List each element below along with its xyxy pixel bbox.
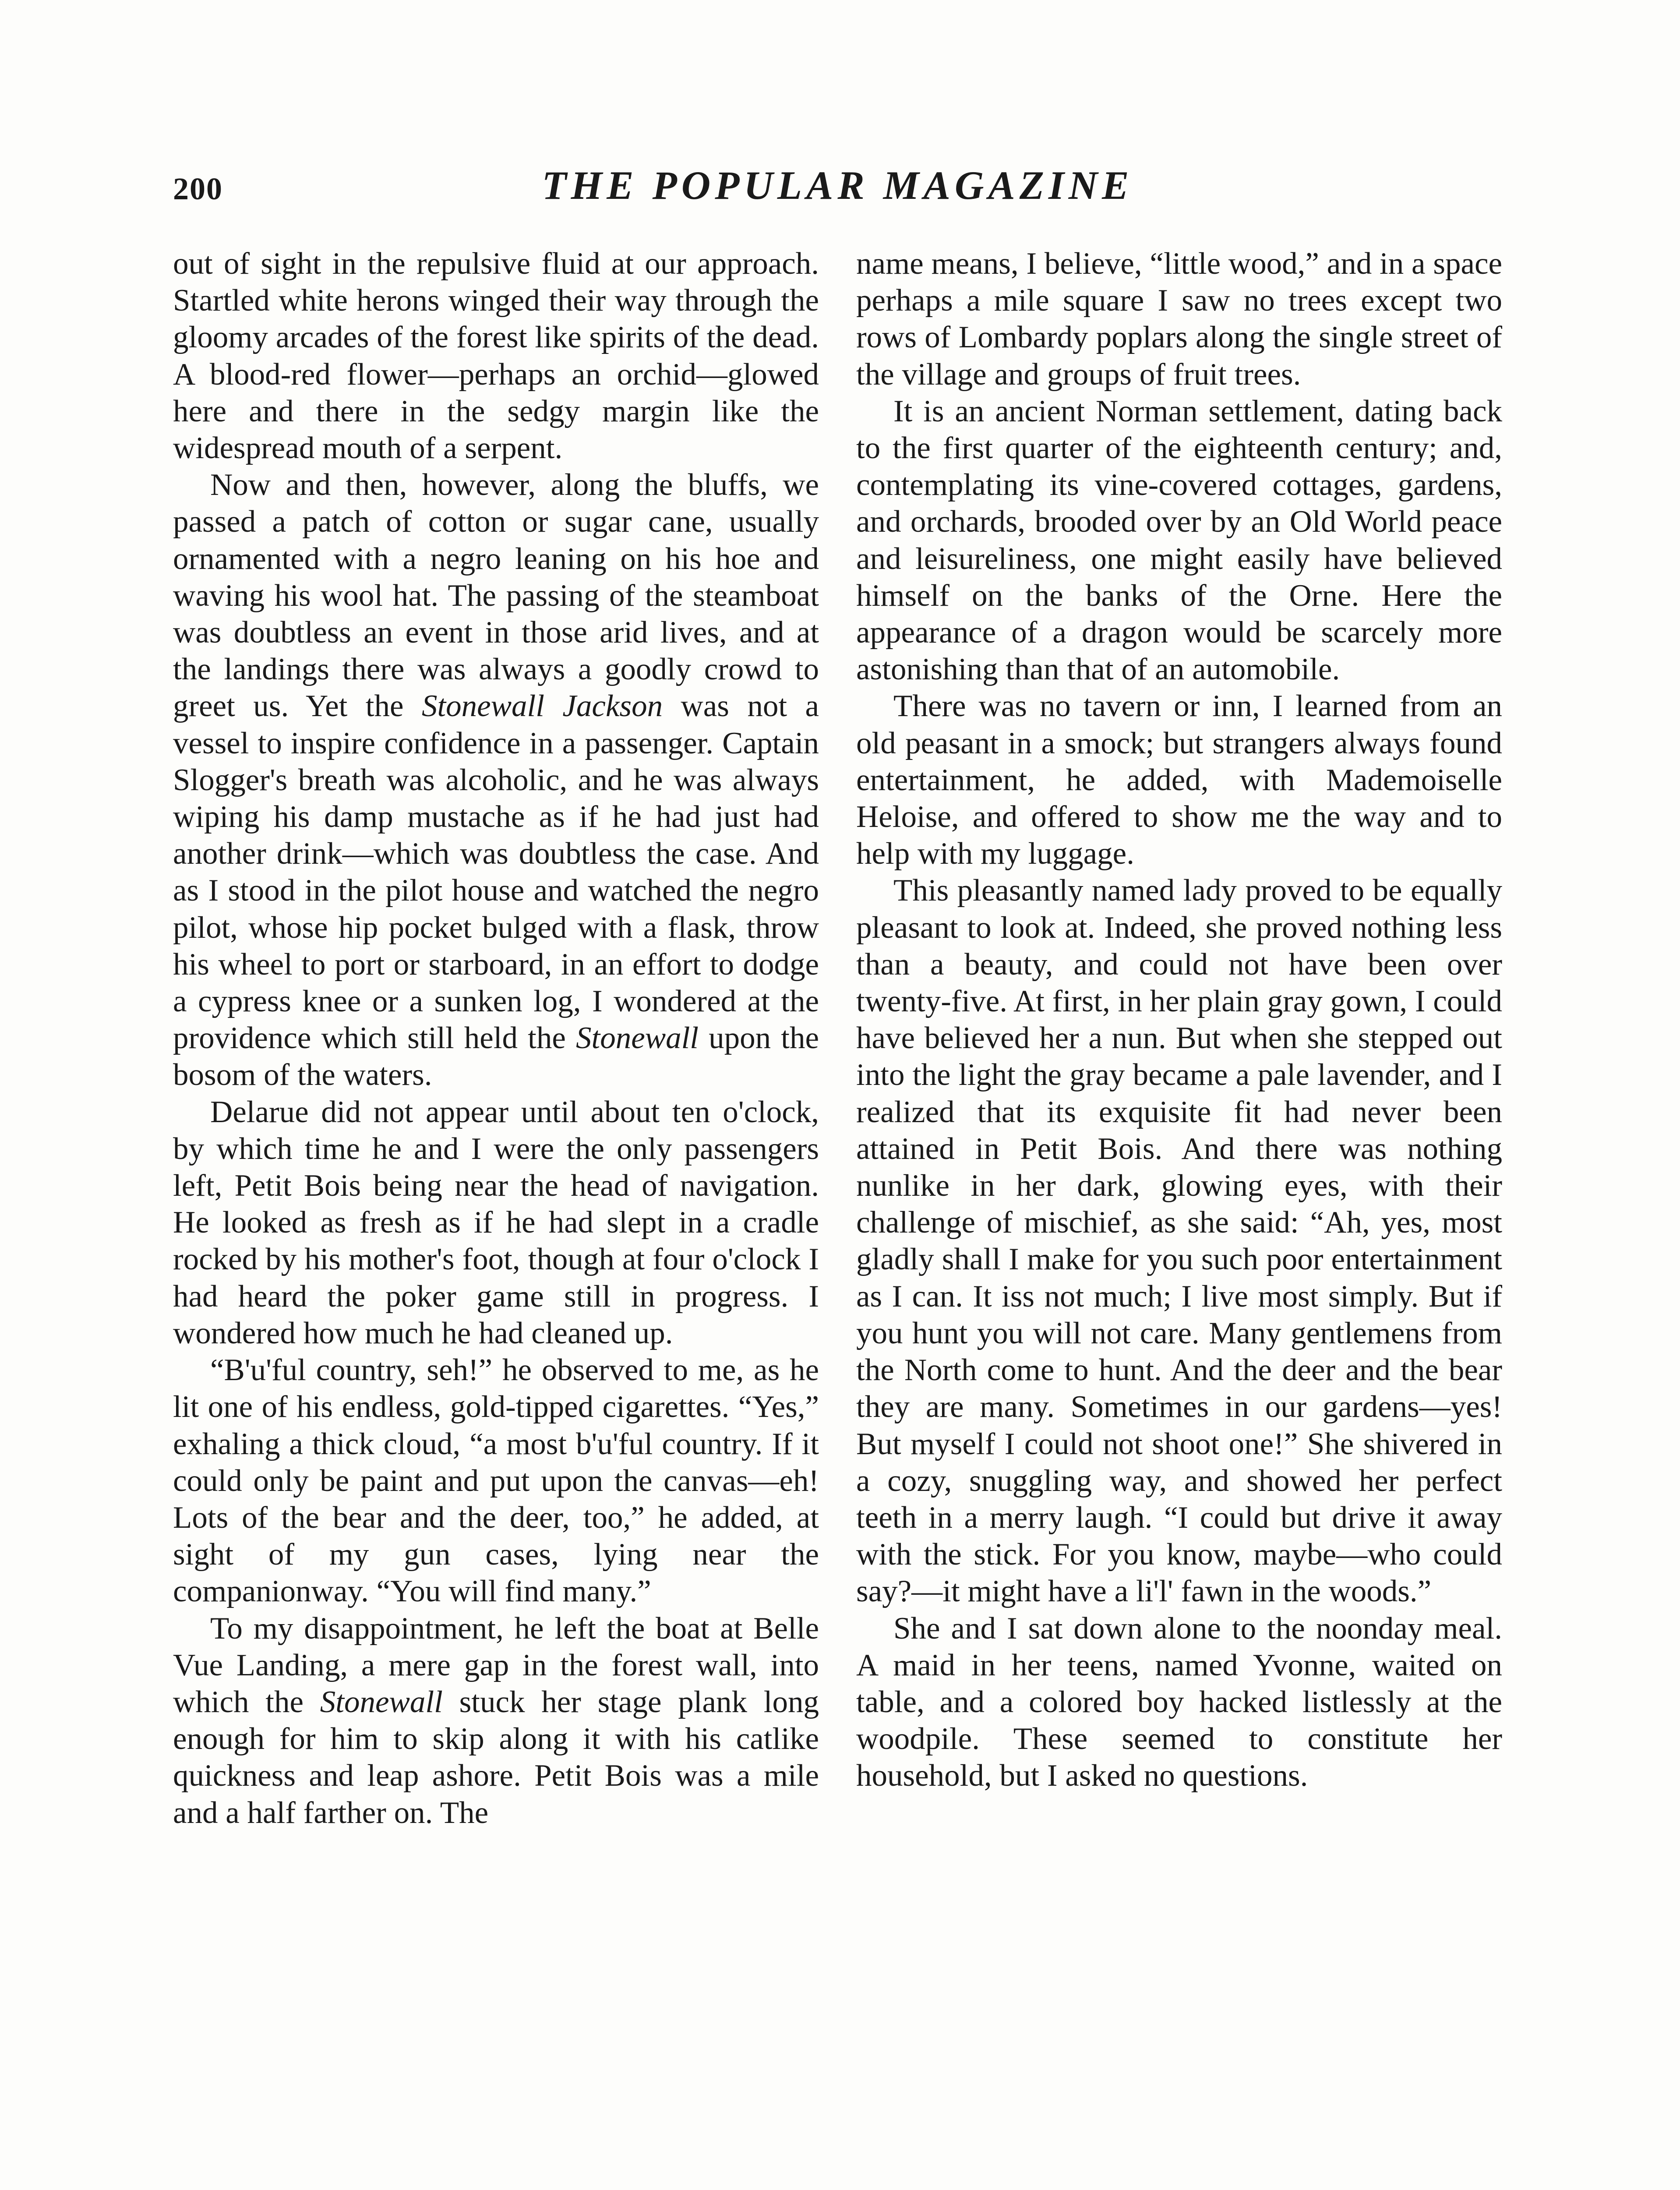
paragraph	[856, 393, 1502, 688]
text-run: name means, I believe, “little wood,” and in a space perhaps a mile square I saw no trees except two rows of Lombardy poplars along the single street of the village and groups of fruit trees.	[856, 247, 1502, 392]
text-run: was not a vessel to inspire confidence in a passenger. Captain Slogger's breath was alcoholic, and he was always wiping his damp mustache as if he had just had another drink—which was doubtless the case. And as I stood in the pilot house and watched the negro pilot, whose hip pocket bulged with a flask, throw his wheel to port or starboard, in an effort to dodge a cypress knee or a sunken log, I wondered at the providence which still held the	[173, 689, 819, 1056]
text-run: upon the bosom of the waters.	[173, 1021, 819, 1092]
paragraph	[856, 688, 1502, 872]
text-run: “B'u'ful country, seh!” he observed to me, as he lit one of his endless, gold-tipped cigarettes. “Yes,” exhaling a thick cloud, “a most b'u'ful country. If it could only be paint and put upon the canvas—eh! Lots of the bear and the deer, too,” he added, at sight of my gun cases, lying near the companionway. “You will find many.”	[173, 1353, 819, 1609]
paragraph	[856, 245, 1502, 393]
paragraph	[856, 1610, 1502, 1794]
text-run: This pleasantly named lady proved to be equally pleasant to look at. Indeed, she proved nothing less than a beauty, and could not have been over twenty-five. At first, in her plain gray gown, I could have believed her a nun. But when she stepped out into the light the gray became a pale lavender, and I realized that its exquisite fit had never been attained in Petit Bois. And there was nothing nunlike in her dark, glowing eyes, with their challenge of mischief, as she said: “Ah, yes, most gladly shall I make for you such poor entertainment as I can. It iss not much; I live most simply. But if you hunt you will not care. Many gentlemens from the North come to hunt. And the deer and the bear they are many. Sometimes in our gardens—yes! But myself I could not shoot one!” She shivered in a cozy, snuggling way, and showed her perfect teeth in a merry laugh. “I could but drive it away with the stick. For you know, maybe—who could say?—it might have a li'l' fawn in the woods.”	[856, 873, 1502, 1609]
text-run: Now and then, however, along the bluffs, we passed a patch of cotton or sugar cane, usually ornamented with a negro leaning on his hoe and waving his wool hat. The passing of the steamboat was doubtless an event in those arid lives, and at the landings there was always a goodly crowd to greet us. Yet the	[173, 468, 819, 724]
italic-title: Stonewall Jackson	[421, 689, 663, 724]
paragraph	[173, 1352, 819, 1610]
page-number: 200	[173, 171, 223, 206]
text-run: There was no tavern or inn, I learned from an old peasant in a smock; but strangers always found entertainment, he added, with Mademoiselle Heloise, and offered to show me the way and to help with my luggage.	[856, 689, 1502, 871]
paragraph	[173, 245, 819, 466]
text-run: It is an ancient Norman settlement, dating back to the first quarter of the eighteenth century; and, contemplating its vine-covered cottages, gardens, and orchards, brooded over by an Old World peace and leisureliness, one might easily have believed himself on the banks of the Orne. Here the appearance of a dragon would be scarcely more astonishing than that of an automobile.	[856, 394, 1502, 687]
running-head: THE POPULAR MAGAZINE	[542, 163, 1133, 208]
right-text-column	[856, 245, 1502, 2190]
text-run: Delarue did not appear until about ten o'clock, by which time he and I were the only passengers left, Petit Bois being near the head of navigation. He looked as fresh as if he had slept in a cradle rocked by his mother's foot, though at four o'clock I had heard the poker game still in progress. I wondered how much he had cleaned up.	[173, 1095, 819, 1350]
paragraph	[173, 466, 819, 1093]
text-run: To my disappointment, he left the boat at Belle Vue Landing, a mere gap in the forest wall, into which the	[173, 1611, 819, 1719]
paragraph	[856, 872, 1502, 1610]
text-run: stuck her stage plank long enough for him to skip along it with his catlike quickness and leap ashore. Petit Bois was a mile and a half farther on. The	[173, 1685, 819, 1830]
italic-title: Stonewall	[320, 1685, 443, 1719]
page-header	[173, 162, 1502, 223]
paragraph	[173, 1094, 819, 1352]
text-run: out of sight in the repulsive fluid at our approach. Startled white herons winged their way through the gloomy arcades of the forest like spirits of the dead. A blood-red flower—perhaps an orchid—glowed here and there in the sedgy margin like the widespread mouth of a serpent.	[173, 247, 819, 466]
text-run: She and I sat down alone to the noonday meal. A maid in her teens, named Yvonne, waited on table, and a colored boy hacked listlessly at the woodpile. These seemed to constitute her household, but I asked no questions.	[856, 1611, 1502, 1793]
italic-title: Stonewall	[575, 1021, 699, 1056]
left-text-column	[173, 245, 819, 2190]
paragraph	[173, 1610, 819, 1831]
